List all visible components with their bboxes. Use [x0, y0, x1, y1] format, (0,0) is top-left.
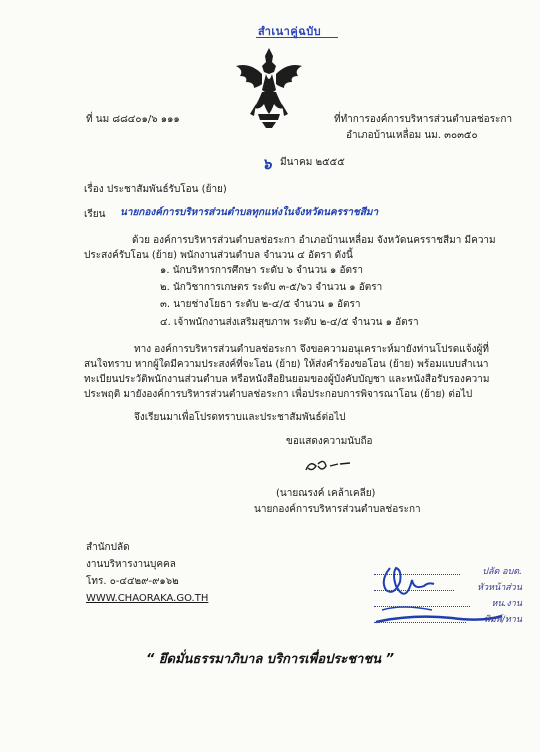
date-month-year: มีนาคม ๒๕๕๕ [280, 157, 345, 168]
document-number: ที่ นม ๘๘๔๐๑/๖ ๑๑๑ [86, 114, 180, 125]
stamp-line-1: ปลัด อบต. [482, 567, 522, 577]
stamp-dots-1 [374, 574, 460, 575]
contact-section: งานบริหารงานบุคคล [86, 559, 176, 570]
closing-request: จึงเรียนมาเพื่อโปรดทราบและประชาสัมพันธ์ต่อไป [134, 412, 346, 423]
sign-off: ขอแสดงความนับถือ [286, 436, 373, 447]
subject-line: เรื่อง ประชาสัมพันธ์รับโอน (ย้าย) [84, 184, 227, 195]
stamp-line-4: พิมพ์/ทาน [484, 615, 522, 625]
contact-website-link[interactable]: WWW.CHAORAKA.GO.TH [86, 593, 209, 604]
issuer-line-1: ที่ทำการองค์การบริหารส่วนตำบลช่อระกา [334, 114, 513, 125]
stamp-line-2: หัวหน้าส่วน [477, 583, 522, 593]
stamp-dots-3 [374, 606, 470, 607]
garuda-emblem-icon [232, 44, 306, 130]
position-item-1: ๑. นักบริหารการศึกษา ระดับ ๖ จำนวน ๑ อัตรา [160, 265, 363, 276]
issuer-line-2: อำเภอบ้านเหลื่อม นม. ๓๐๓๕๐ [346, 130, 478, 141]
copy-stamp-underline [256, 37, 338, 38]
position-item-3: ๓. นายช่างโยธา ระดับ ๒-๔/๕ จำนวน ๑ อัตรา [160, 299, 361, 310]
recipient-handwritten: นายกองค์การบริหารส่วนตำบลทุกแห่งในจังหวัดนครราชสีมา [120, 207, 379, 218]
date-day-handwritten: ๖ [262, 155, 272, 173]
signature-mark [300, 454, 360, 478]
position-item-4: ๔. เจ้าพนักงานส่งเสริมสุขภาพ ระดับ ๒-๔/๕ จำนวน ๑ อัตรา [160, 317, 419, 328]
motto: “ ยึดมั่นธรรมาภิบาล บริการเพื่อประชาชน ” [146, 652, 394, 667]
copy-stamp: สำเนาคู่ฉบับ [258, 25, 322, 38]
routing-stamp [372, 560, 530, 632]
position-item-2: ๒. นักวิชาการเกษตร ระดับ ๓-๕/๖ว จำนวน ๑ อัตรา [160, 282, 383, 293]
contact-phone: โทร. ๐-๔๔๒๙-๙๑๖๒ [86, 576, 179, 587]
signatory-title: นายกองค์การบริหารส่วนตำบลช่อระกา [254, 504, 421, 515]
request-paragraph: ทาง องค์การบริหารส่วนตำบลช่อระกา จึงขอความอนุเคราะห์มายังท่านโปรดแจ้งผู้ที่สนใจทราบ หากผู้ใดมีความประสงค์ที่จะโอน (ย้าย) ให้ส่งคำร้องขอโอน (ย้าย) พร้อมแบบสำเนาทะเบียนประวัติพนักงานส่วนตำบล หรือหนังสือยินยอมของผู้บังคับบัญชา และหนังสือรับรองความประพฤติ มายังองค์การบริหารส่วนตำบลช่อระกา เพื่อประกอบการพิจารณาโอน (ย้าย) ต่อไป [84, 344, 490, 400]
stamp-line-3: หน.งาน [491, 599, 522, 609]
stamp-dots-4 [374, 622, 466, 623]
contact-office: สำนักปลัด [86, 542, 130, 553]
signatory-name: (นายณรงค์ เคล้าเคลีย) [276, 488, 376, 499]
intro-paragraph: ด้วย องค์การบริหารส่วนตำบลช่อระกา อำเภอบ้านเหลื่อม จังหวัดนครราชสีมา มีความประสงค์รับโอน (ย้าย) พนักงานส่วนตำบล จำนวน ๔ อัตรา ดังนี้ [84, 235, 496, 261]
stamp-dots-2 [374, 590, 454, 591]
salutation-label: เรียน [84, 209, 106, 220]
